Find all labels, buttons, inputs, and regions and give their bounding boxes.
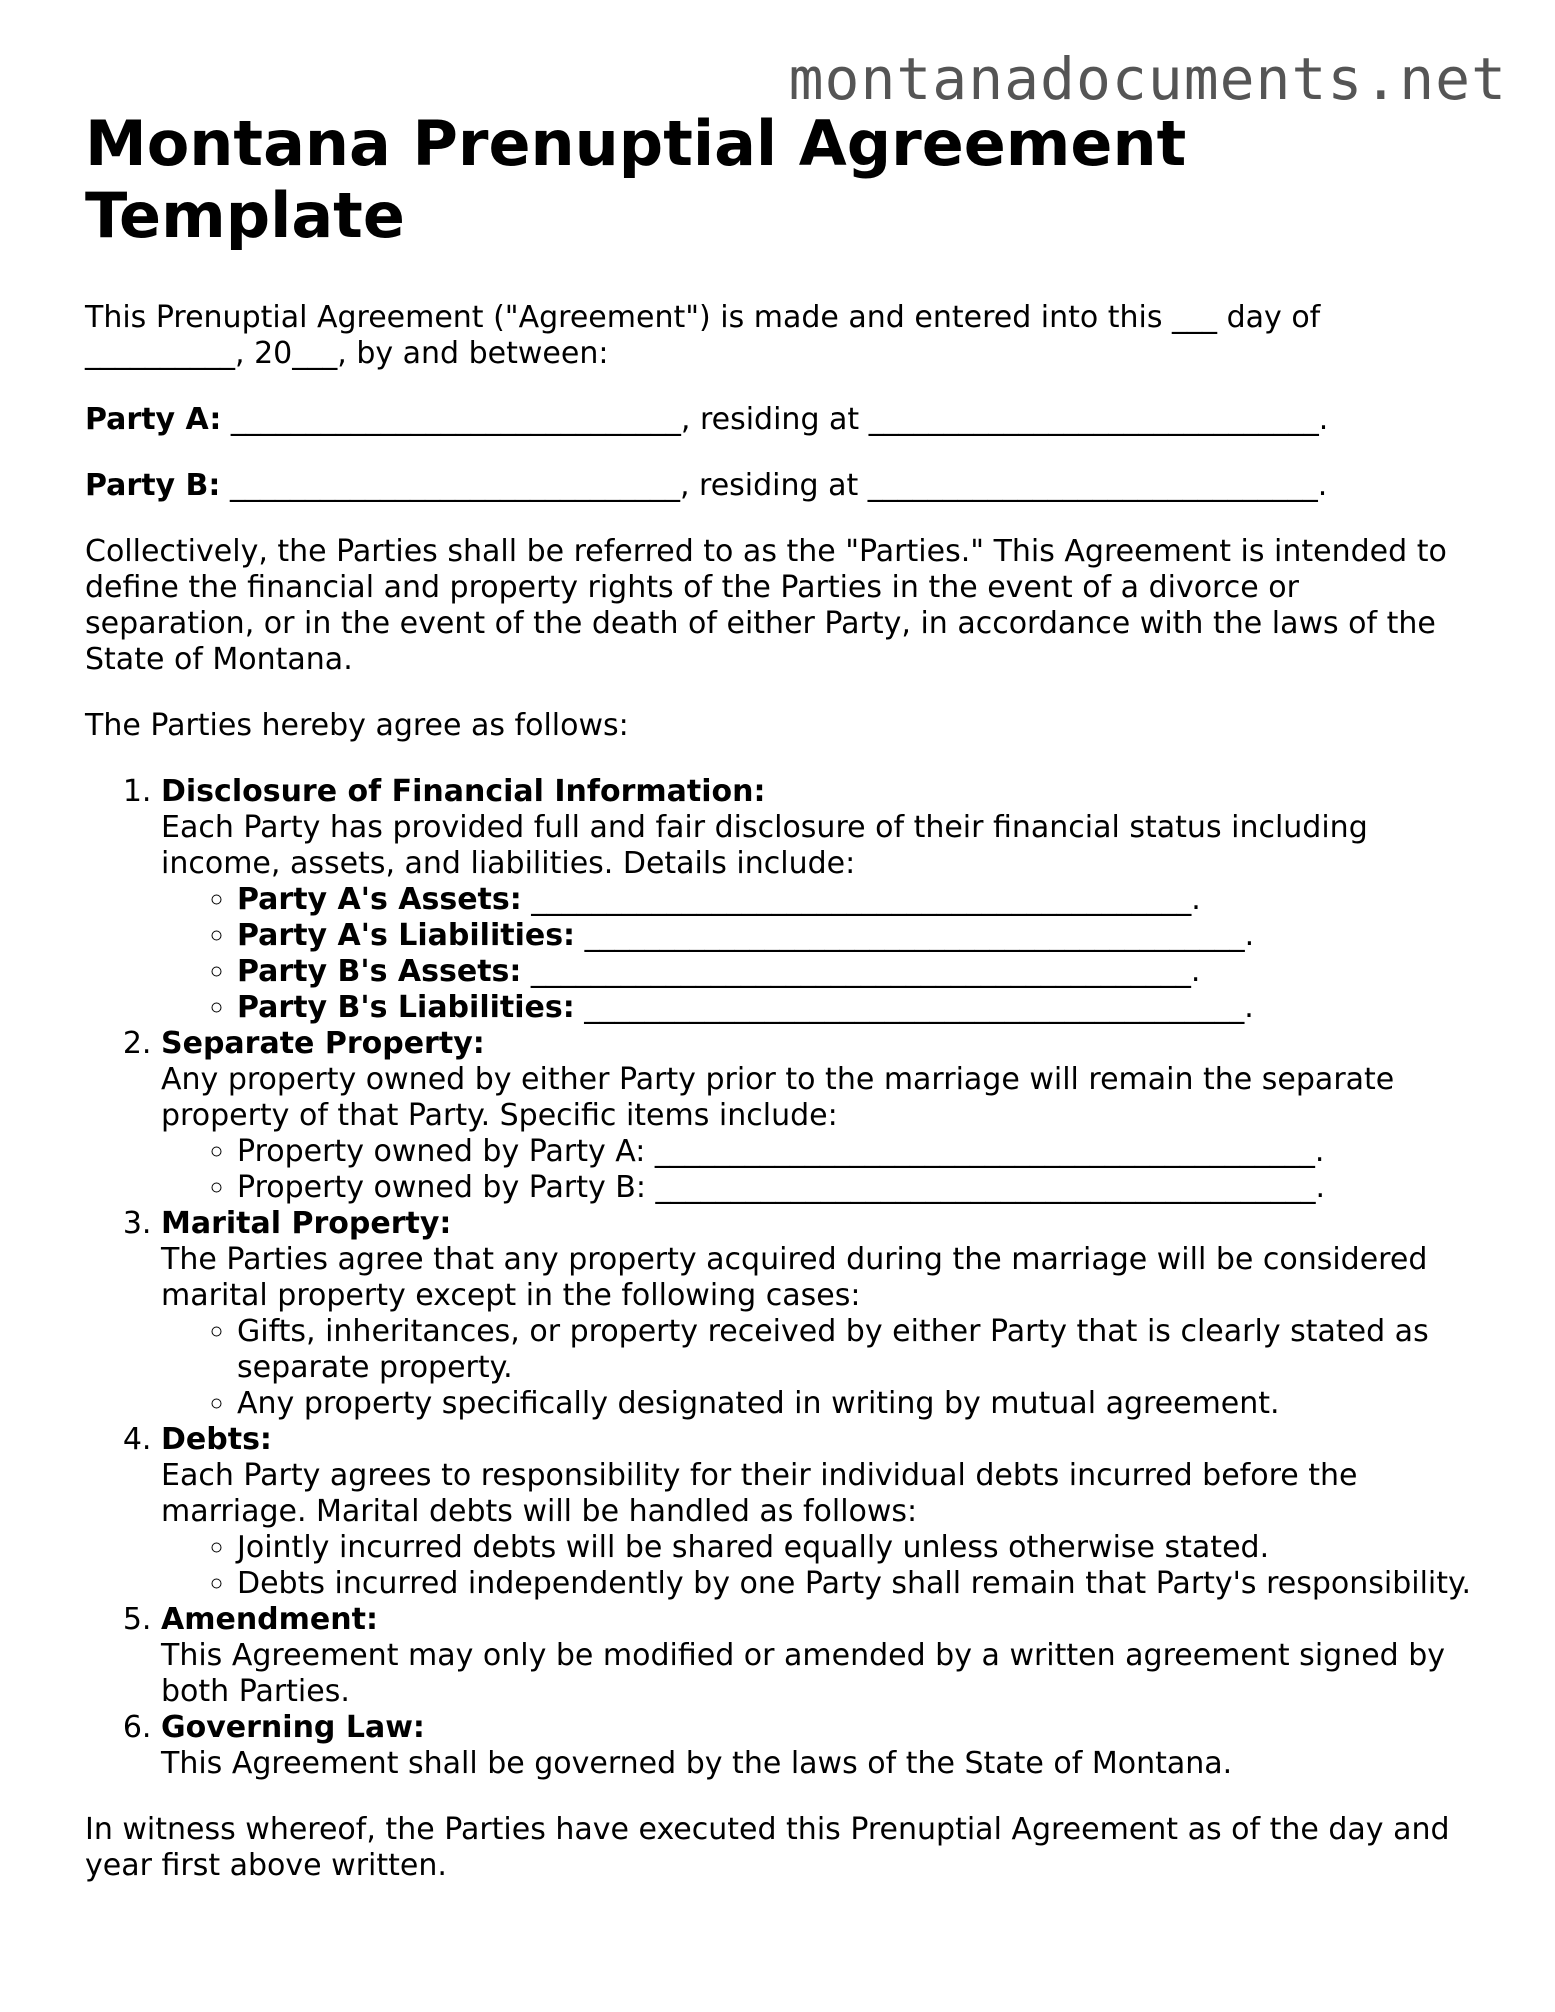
- section-title: Debts:: [161, 1422, 272, 1457]
- sub-list: [161, 882, 1475, 1026]
- list-item: [237, 990, 1475, 1026]
- agree-paragraph: The Parties hereby agree as follows:: [85, 708, 629, 743]
- section-body: This Agreement shall be governed by the laws of the State of Montana.: [161, 1746, 1233, 1781]
- sub-list: [161, 1530, 1475, 1602]
- list-item: [237, 882, 1475, 918]
- closing-paragraph: In witness whereof, the Parties have executed this Prenuptial Agreement as of the day and year first above written.: [85, 1812, 1450, 1883]
- section-title: Disclosure of Financial Information:: [161, 774, 766, 809]
- section-amendment: [161, 1602, 1475, 1710]
- item-blank: ____________________________________________.: [574, 990, 1254, 1025]
- list-item: [237, 954, 1475, 990]
- collective-paragraph: Collectively, the Parties shall be referred to as the "Parties." This Agreement is intended to define the financial and property rights of the Parties in the event of a divorce or separation, or in the event of the death of either Party, in accordance with the laws of the State of Montana.: [85, 534, 1447, 677]
- section-body: This Agreement may only be modified or amended by a written agreement signed by both Parties.: [161, 1638, 1446, 1709]
- list-item: ◦ Debts incurred independently by one Party shall remain that Party's responsibility.: [237, 1566, 1475, 1602]
- list-item: ◦ Any property specifically designated in writing by mutual agreement.: [237, 1386, 1475, 1422]
- list-item: ◦ Property owned by Party B: ____________________________________________.: [237, 1170, 1475, 1206]
- section-debts: [161, 1422, 1475, 1602]
- section-separate-property: [161, 1026, 1475, 1206]
- list-item: ◦ Jointly incurred debts will be shared equally unless otherwise stated.: [237, 1530, 1475, 1566]
- section-governing-law: [161, 1710, 1475, 1782]
- party-a-line: [85, 402, 1475, 438]
- sections-list: [85, 774, 1475, 1782]
- item-blank: ____________________________________________.: [575, 918, 1255, 953]
- party-b-blanks: ______________________________, residing at ______________________________.: [220, 468, 1328, 503]
- section-body: Each Party has provided full and fair disclosure of their financial status including income, assets, and liabilities. Details include:: [161, 810, 1368, 881]
- section-marital-property: [161, 1206, 1475, 1422]
- list-item: [237, 918, 1475, 954]
- sub-list: [161, 1134, 1475, 1206]
- page-title: Montana Prenuptial Agreement Template: [85, 107, 1187, 252]
- item-blank: ____________________________________________.: [521, 882, 1201, 917]
- party-a-label: Party A:: [85, 402, 222, 437]
- party-a-blanks: ______________________________, residing at ______________________________.: [221, 402, 1329, 437]
- section-disclosure: [161, 774, 1475, 1026]
- section-title: Governing Law:: [161, 1710, 425, 1745]
- party-b-label: Party B:: [85, 468, 221, 503]
- item-blank: ____________________________________________.: [521, 954, 1201, 989]
- document-page: [85, 108, 1475, 1914]
- section-body: Any property owned by either Party prior to the marriage will remain the separate property of that Party. Specific items include:: [161, 1062, 1395, 1133]
- watermark: montanadocuments.net: [788, 45, 1507, 113]
- list-item: ◦ Property owned by Party A: ____________________________________________.: [237, 1134, 1475, 1170]
- item-label: Party B's Liabilities:: [237, 990, 575, 1025]
- intro-paragraph: This Prenuptial Agreement ("Agreement") is made and entered into this ___ day of __________, 20___, by and between:: [85, 300, 1321, 371]
- sub-list: [161, 1314, 1475, 1422]
- section-body: The Parties agree that any property acquired during the marriage will be considered marital property except in the following cases:: [161, 1242, 1428, 1313]
- item-label: Party B's Assets:: [237, 954, 522, 989]
- list-item: ◦ Gifts, inheritances, or property received by either Party that is clearly stated as separate property.: [237, 1314, 1475, 1386]
- item-label: Party A's Liabilities:: [237, 918, 576, 953]
- section-title: Amendment:: [161, 1602, 378, 1637]
- section-title: Separate Property:: [161, 1026, 485, 1061]
- item-label: Party A's Assets:: [237, 882, 522, 917]
- section-body: Each Party agrees to responsibility for their individual debts incurred before the marriage. Marital debts will be handled as follows:: [161, 1458, 1358, 1529]
- party-b-line: [85, 468, 1475, 504]
- section-title: Marital Property:: [161, 1206, 452, 1241]
